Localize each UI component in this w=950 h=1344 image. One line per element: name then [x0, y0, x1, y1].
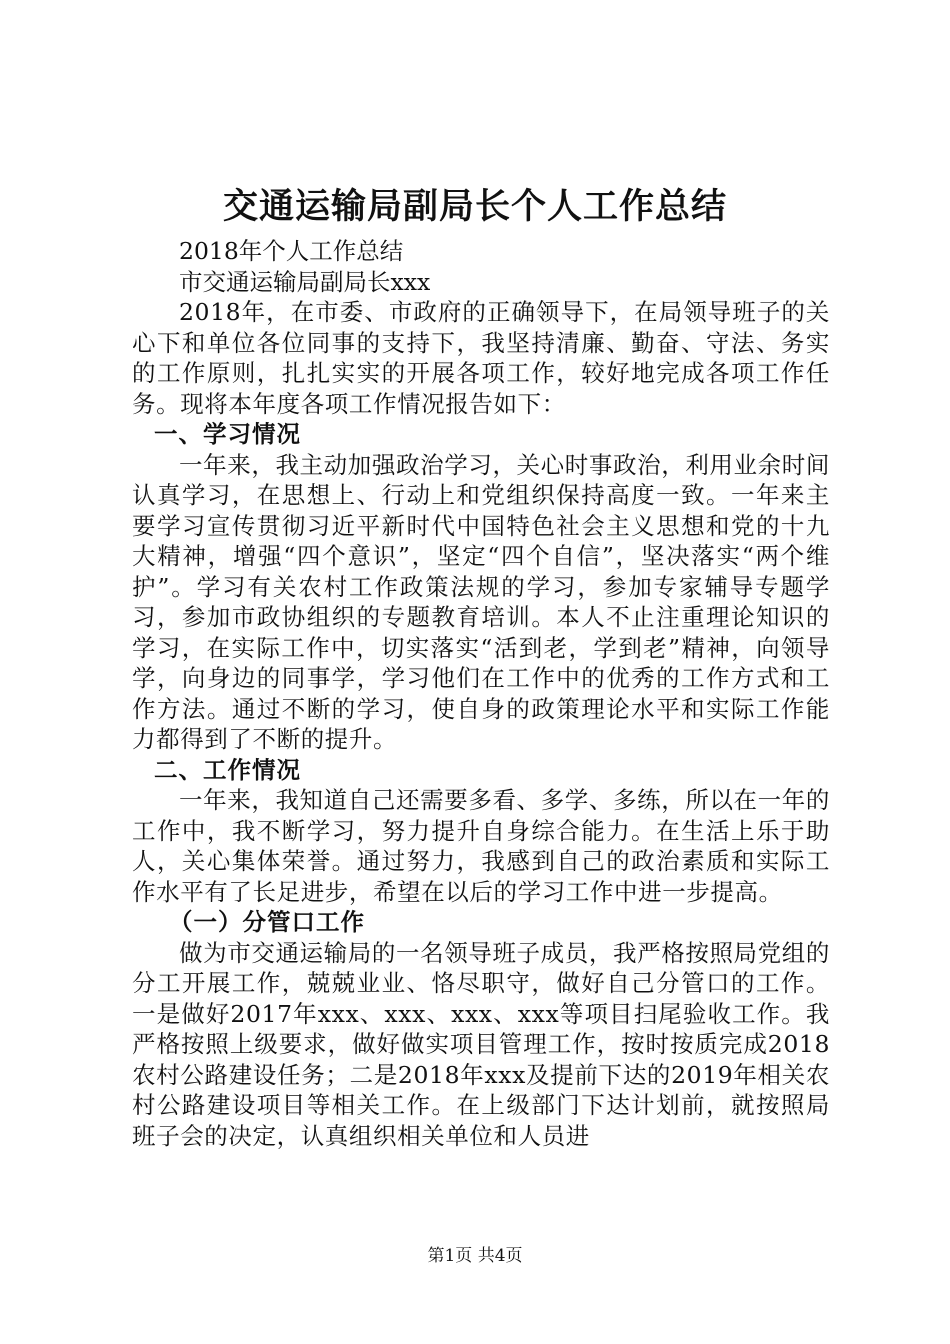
document-subtitle: 2018年个人工作总结: [179, 237, 404, 265]
section-heading-work: 二、工作情况: [154, 755, 301, 784]
section-heading-study: 一、学习情况: [154, 420, 301, 448]
page-number-footer: 第1页 共4页: [427, 1246, 523, 1266]
document-author: 市交通运输局副局长xxx: [179, 267, 431, 296]
document-body: [132, 236, 830, 1151]
subsection-paragraph-managed-work: 做为市交通运输局的一名领导班子成员，我严格按照局党组的分工开展工作，兢兢业业、恪尽职守，做好自己分管口的工作。一是做好2017年xxx、xxx、xxx、xxx等项目扫尾验收工作。我严格按照上级要求，做好做实项目管理工作，按时按质完成2018农村公路建设任务；二是2018年xxx及提前下达的2019年相关农村公路建设项目等相关工作。在上级部门下达计划前，就按照局班子会的决定，认真组织相关单位和人员进: [132, 938, 830, 1150]
intro-paragraph: 2018年，在市委、市政府的正确领导下，在局领导班子的关心下和单位各位同事的支持下，我坚持清廉、勤奋、守法、务实的工作原则，扎扎实实的开展各项工作，较好地完成各项工作任务。现将本年度各项工作情况报告如下：: [132, 298, 830, 418]
document-title: 交通运输局副局长个人工作总结: [222, 187, 727, 227]
section-paragraph-work: 一年来，我知道自己还需要多看、多学、多练，所以在一年的工作中，我不断学习，努力提升自身综合能力。在生活上乐于助人，关心集体荣誉。通过努力，我感到自己的政治素质和实际工作水平有了长足进步，希望在以后的学习工作中进一步提高。: [132, 786, 830, 906]
section-paragraph-study: 一年来，我主动加强政治学习，关心时事政治，利用业余时间认真学习，在思想上、行动上和党组织保持高度一致。一年来主要学习宣传贯彻习近平新时代中国特色社会主义思想和党的十九大精神，增强“四个意识”，坚定“四个自信”，坚决落实“两个维护”。学习有关农村工作政策法规的学习，参加专家辅导专题学习，参加市政协组织的专题教育培训。本人不止注重理论知识的学习，在实际工作中，切实落实“活到老，学到老”精神，向领导学，向身边的同事学，学习他们在工作中的优秀的工作方式和工作方法。通过不断的学习，使自身的政策理论水平和实际工作能力都得到了不断的提升。: [132, 450, 830, 753]
subsection-heading-managed-work: （一）分管口工作: [169, 908, 365, 936]
